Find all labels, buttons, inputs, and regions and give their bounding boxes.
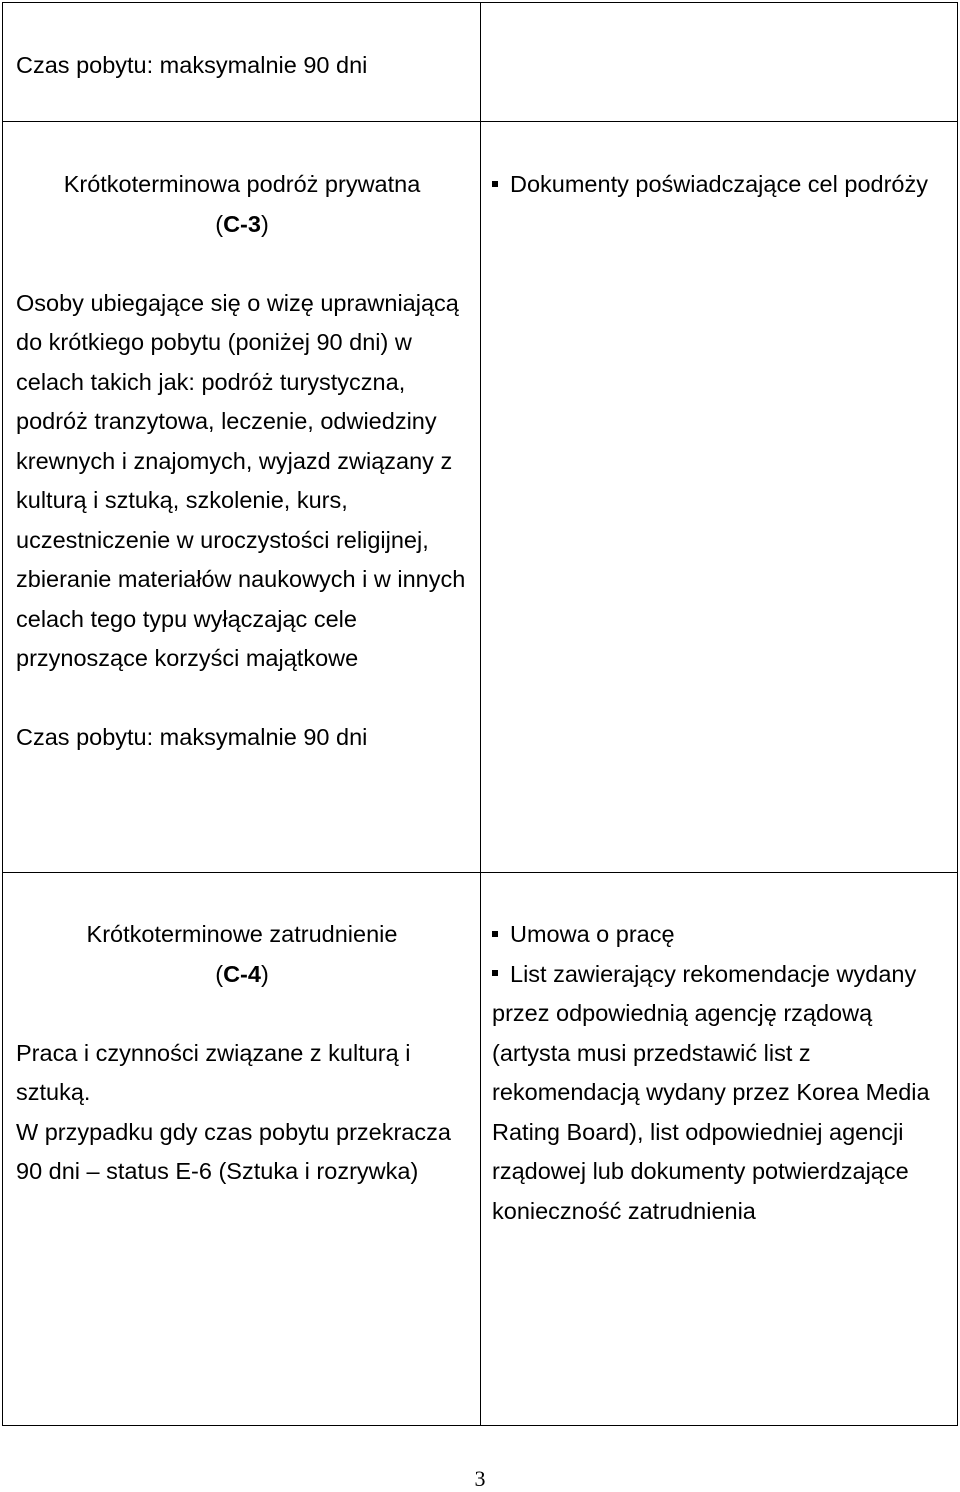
visa-type-title: Krótkoterminowe zatrudnienie	[86, 921, 398, 947]
required-documents-list	[492, 165, 945, 205]
visa-code-open: (	[215, 960, 224, 987]
table-cell-right	[481, 122, 958, 873]
stay-duration: Czas pobytu: maksymalnie 90 dni	[16, 724, 368, 750]
page-number: 3	[474, 1466, 486, 1491]
stay-duration: Czas pobytu: maksymalnie 90 dni	[16, 52, 368, 78]
list-item: List zawierający rekomendacje wydany przez odpowiednią agencję rządową (artysta musi przedstawić list z rekomendacją wydany przez Korea Media Rating Board), list odpowiedniej agencji rządowej lub dokumenty potwierdzające konieczność zatrudnienia	[492, 960, 930, 1224]
visa-code-close: )	[260, 210, 269, 237]
required-documents-list	[492, 915, 945, 1231]
visa-code-line	[16, 955, 468, 995]
visa-description: Osoby ubiegające się o wizę uprawniającą do krótkiego pobytu (poniżej 90 dni) w celach takich jak: podróż turystyczna, podróż tranzytowa, leczenie, odwiedziny krewnych i znajomych, wyjazd związany z kulturą i sztuką, szkolenie, kurs, uczestniczenie w uroczystości religijnej, zbieranie materiałów naukowych i w innych celach tego typu wyłączając cele przynoszące korzyści majątkowe	[16, 289, 466, 671]
table-cell-right	[481, 873, 958, 1426]
table-cell-left	[3, 873, 481, 1426]
visa-type-title: Krótkoterminowa podróż prywatna	[63, 171, 421, 197]
visa-code: C-4	[223, 960, 261, 987]
table-row	[3, 873, 958, 1426]
list-item: Umowa o pracę	[492, 915, 945, 955]
visa-code: C-3	[223, 210, 261, 237]
table-row	[3, 122, 958, 873]
table-cell-left	[3, 3, 481, 122]
visa-code-line	[16, 205, 468, 245]
bullet-square-icon	[492, 931, 498, 937]
visa-description: Praca i czynności związane z kulturą i sztuką.	[16, 1039, 411, 1105]
visa-note: W przypadku gdy czas pobytu przekracza 90 dni – status E-6 (Sztuka i rozrywka)	[16, 1118, 451, 1184]
table-row	[3, 3, 958, 122]
table-cell-left	[3, 122, 481, 873]
list-item: Dokumenty poświadczające cel podróży	[492, 165, 945, 205]
visa-code-open: (	[215, 210, 224, 237]
bullet-square-icon	[492, 181, 498, 187]
table-cell-right	[481, 3, 958, 122]
bullet-square-icon	[492, 970, 498, 976]
visa-table	[2, 2, 958, 1426]
visa-code-close: )	[260, 960, 269, 987]
